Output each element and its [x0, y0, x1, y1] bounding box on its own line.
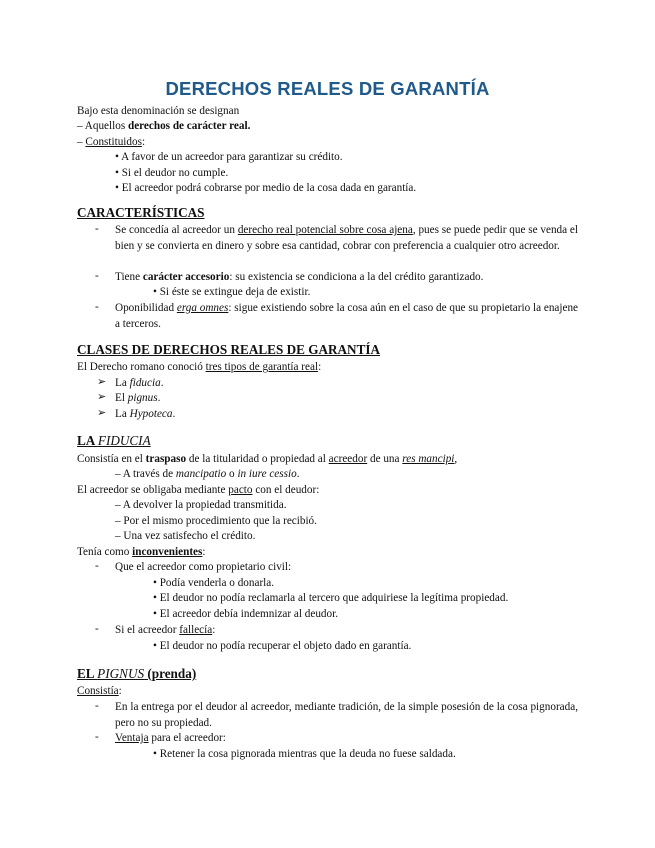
- fiducia-definition: Consistía en el traspaso de la titularidad o propiedad al acreedor de una res mancipi,: [77, 453, 458, 465]
- list-item: • Si el deudor no cumple.: [115, 167, 229, 179]
- fiducia-via: – A través de mancipatio o in iure cessio.: [115, 468, 300, 480]
- dash-marker: -: [95, 301, 99, 313]
- intro-aquellos: – Aquellos derechos de carácter real.: [77, 120, 251, 132]
- arrow-icon: ➢: [97, 376, 107, 388]
- pignus-item: En la entrega por el deudor al acreedor, mediante tradición, de la simple posesión de la cosa pignorada, pero no su propiedad.: [115, 701, 578, 729]
- dash-marker: -: [95, 560, 99, 572]
- intro-line: Bajo esta denominación se designan: [77, 105, 240, 117]
- section-heading-caracteristicas: CARACTERÍSTICAS: [77, 205, 205, 220]
- pignus-consistia: Consistía:: [77, 685, 122, 697]
- list-item: • Retener la cosa pignorada mientras que la deuda no fuese saldada.: [153, 748, 456, 760]
- list-item: – Una vez satisfecho el crédito.: [115, 530, 256, 542]
- list-item: • A favor de un acreedor para garantizar su crédito.: [115, 151, 343, 163]
- dash-marker: -: [95, 223, 99, 235]
- section-heading-clases: CLASES DE DERECHOS REALES DE GARANTÍA: [77, 342, 381, 357]
- aquellos-bold: derechos de carácter real.: [127, 120, 251, 132]
- fiducia-obligation: El acreedor se obligaba mediante pacto con el deudor:: [77, 484, 320, 496]
- list-item: • El deudor no podía recuperar el objeto dado en garantía.: [153, 640, 412, 652]
- list-item: La fiducia.: [115, 377, 164, 389]
- fiducia-dash-item: Que el acreedor como propietario civil:: [115, 561, 292, 573]
- dash-marker: -: [95, 700, 99, 712]
- arrow-icon: ➢: [97, 391, 107, 403]
- list-item: El pignus.: [115, 392, 161, 404]
- dash-marker: -: [95, 731, 99, 743]
- section-heading-fiducia: LA FIDUCIA: [77, 433, 151, 448]
- list-item: • Podía venderla o donarla.: [153, 577, 275, 589]
- caracteristica-item: Se concedía al acreedor un derecho real potencial sobre cosa ajena, pues se puede pedir que se venda el bien y se convierta en dinero y sobre esa cantidad, cobrar con preferencia a cualquier otro acreedor.: [115, 224, 578, 252]
- dash-marker: -: [95, 623, 99, 635]
- fiducia-inconvenientes: Tenía como inconvenientes:: [77, 546, 206, 558]
- page-title: DERECHOS REALES DE GARANTÍA: [165, 78, 490, 99]
- caracteristica-item: Tiene carácter accesorio: su existencia se condiciona a la del crédito garantizado.: [115, 271, 484, 283]
- caracteristica-item: Oponibilidad erga omnes: sigue existiendo sobre la cosa aún en el caso de que su propietario la enajene a terceros.: [115, 302, 579, 330]
- list-item: – A devolver la propiedad transmitida.: [115, 499, 287, 511]
- intro-constituidos: – Constituidos:: [77, 136, 146, 148]
- pignus-ventaja: Ventaja para el acreedor:: [115, 732, 226, 744]
- list-item: • El acreedor debía indemnizar al deudor.: [153, 608, 339, 620]
- dash-marker: -: [95, 270, 99, 282]
- list-item: – Por el mismo procedimiento que la recibió.: [115, 515, 317, 527]
- clases-intro: El Derecho romano conoció tres tipos de garantía real:: [77, 361, 322, 373]
- fiducia-dash-item: Si el acreedor fallecía:: [115, 624, 216, 636]
- list-item: • El acreedor podrá cobrarse por medio de la cosa dada en garantía.: [115, 182, 417, 194]
- list-item: • Si éste se extingue deja de existir.: [153, 286, 311, 298]
- list-item: La Hypoteca.: [115, 408, 176, 420]
- section-heading-pignus: EL PIGNUS (prenda): [77, 666, 197, 681]
- arrow-icon: ➢: [97, 407, 107, 419]
- list-item: • El deudor no podía reclamarla al tercero que adquiriese la legítima propiedad.: [153, 592, 509, 604]
